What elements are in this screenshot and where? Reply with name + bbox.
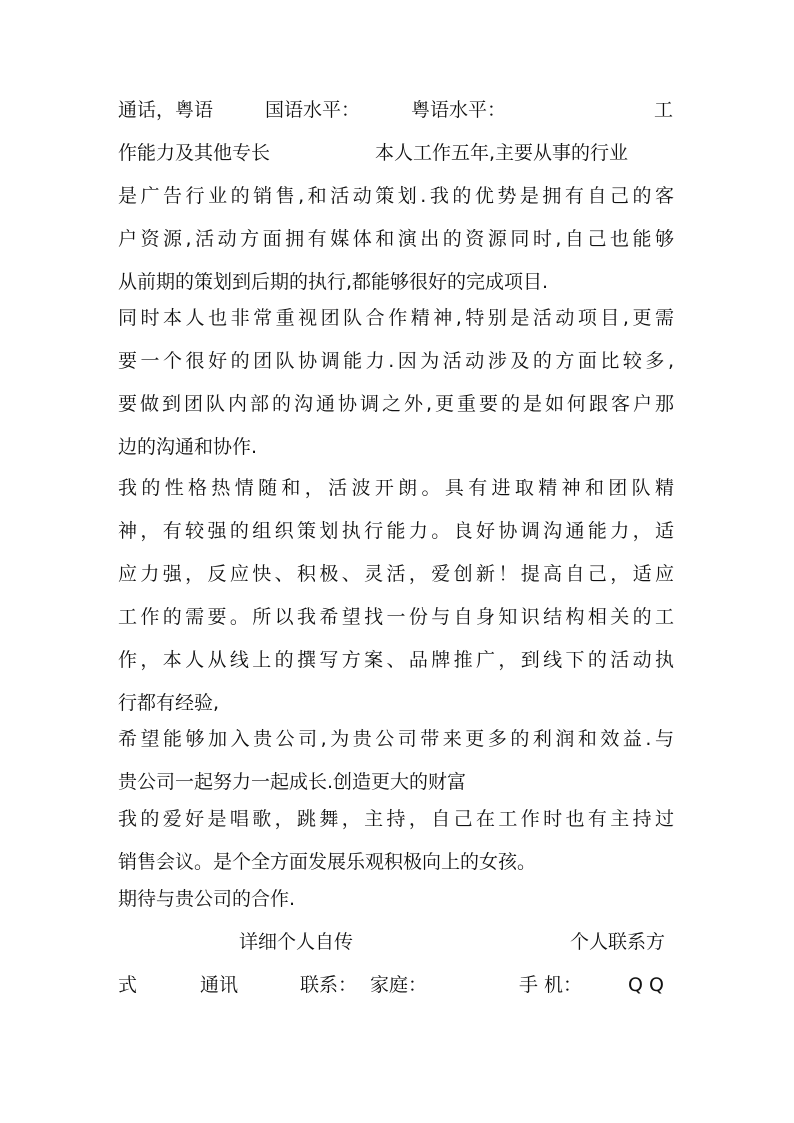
closing-line: 期待与贵公司的合作. [118, 888, 296, 910]
hope-line: 希望能够加入贵公司,为贵公司带来更多的利润和效益.与 [118, 728, 674, 750]
header-line-2 [118, 139, 674, 167]
teamwork-line: 同时本人也非常重视团队合作精神,特别是活动项目,更需 [118, 307, 674, 329]
hobby-line: 销售会议。是个全方面发展乐观积极向上的女孩。 [118, 851, 537, 873]
personality-line: 工作的需要。所以我希望找一份与自身知识结构相关的工 [118, 606, 674, 628]
personality-line: 神，有较强的组织策划执行能力。良好协调沟通能力，适 [118, 520, 674, 542]
personality-line: 作，本人从线上的撰写方案、品牌推广，到线下的活动执 [118, 649, 674, 671]
personality-line: 我的性格热情随和，活波开朗。具有进取精神和团队精 [118, 477, 674, 499]
contact-heading-prefix: 个人联系方 [570, 931, 666, 953]
teamwork-line: 要做到团队内部的沟通协调之外,更重要的是如何跟客户那 [118, 393, 674, 415]
work-ability-fragment: 工 [654, 99, 674, 121]
hope-line: 贵公司一起努力一起成长.创造更大的财富 [118, 771, 467, 793]
contact-fields-line [118, 971, 674, 999]
telecom-label: 通讯 [200, 974, 239, 996]
personality-line: 应力强，反应快、积极、灵活，爱创新！提高自己，适应 [118, 563, 674, 585]
home-phone-label: 家庭： [370, 974, 428, 996]
autobiography-title: 详细个人自传 [239, 931, 354, 953]
hobby-line: 我的爱好是唱歌，跳舞，主持，自己在工作时也有主持过 [118, 808, 674, 830]
intro-line: 户资源,活动方面拥有媒体和演出的资源同时,自己也能够 [118, 228, 674, 250]
teamwork-line: 边的沟通和协作. [118, 436, 258, 458]
personality-line: 行都有经验, [118, 692, 220, 714]
work-experience-start: 本人工作五年,主要从事的行业 [375, 142, 629, 164]
qq-label: Q Q [628, 974, 664, 996]
contact-label: 联系： [300, 974, 358, 996]
mandarin-level-label: 国语水平： [265, 99, 361, 121]
header-line-1 [118, 96, 674, 124]
intro-line: 从前期的策划到后期的执行,都能够很好的完成项目. [118, 271, 549, 293]
dialect-field-label: 通话，粤语 [118, 99, 214, 121]
teamwork-line: 要一个很好的团队协调能力.因为活动涉及的方面比较多, [118, 350, 674, 372]
skills-field-label: 作能力及其他专长 [118, 142, 271, 164]
mobile-phone-label: 手 机： [519, 974, 583, 996]
cantonese-level-label: 粤语水平： [411, 99, 507, 121]
contact-heading-suffix: 式 [118, 974, 138, 996]
intro-line: 是广告行业的销售,和活动策划.我的优势是拥有自己的客 [118, 185, 674, 207]
footer-heading-line [118, 928, 674, 956]
